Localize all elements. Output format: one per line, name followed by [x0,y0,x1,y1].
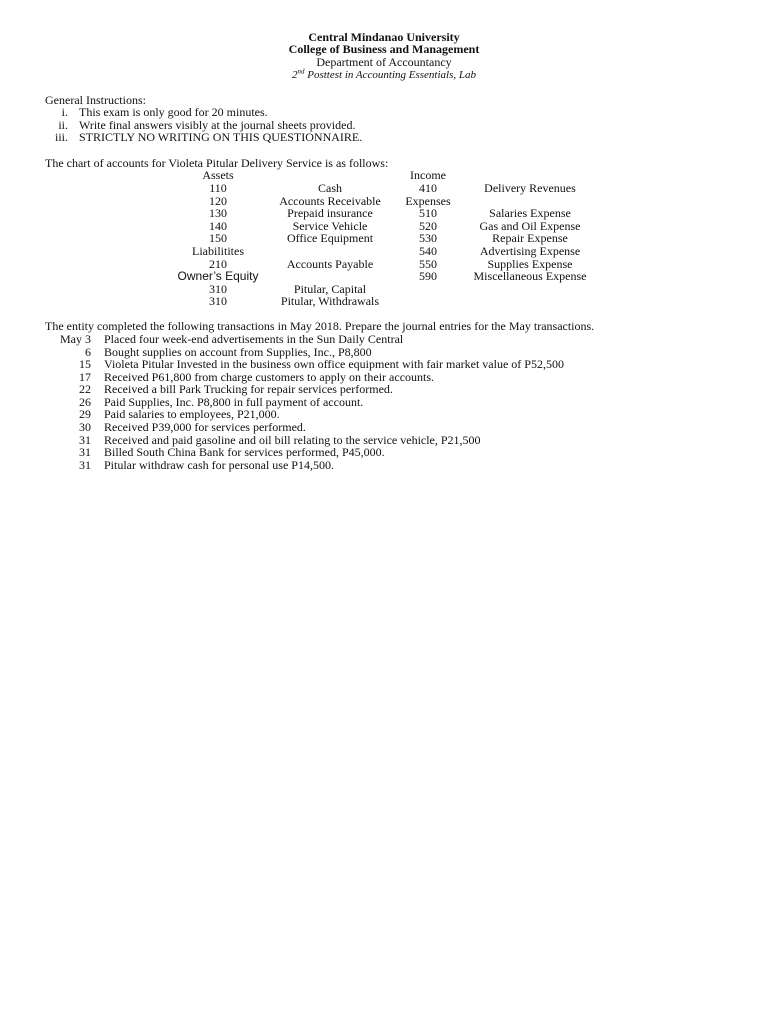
transaction-date: 29 [79,407,91,421]
department-name: Department of Accountancy [316,55,452,69]
income-heading: Income [410,168,446,182]
account-code: 510 [419,206,437,220]
transaction-date: 15 [79,357,91,371]
transaction-date: May 3 [60,332,91,346]
transaction-date: 17 [79,370,91,384]
transaction-date: 31 [79,458,91,472]
instruction-number: i. [61,105,68,119]
account-name: Prepaid insurance [287,206,373,220]
account-name: Cash [318,181,342,195]
instruction-text: This exam is only good for 20 minutes. [79,105,268,119]
exam-title-text: Posttest in Accounting Essentials, Lab [304,69,476,81]
account-name: Repair Expense [492,231,568,245]
account-name: Service Vehicle [292,219,368,233]
account-name: Supplies Expense [487,257,573,271]
college-name: College of Business and Management [288,42,480,56]
equity-heading: Owner’s Equity [177,269,259,283]
account-code: 520 [419,219,437,233]
account-name: Pitular, Capital [293,282,367,296]
transaction-text: Billed South China Bank for services performed, P45,000. [104,445,385,459]
chart-intro: The chart of accounts for Violeta Pitular Delivery Service is as follows: [45,156,389,170]
transaction-text: Received and paid gasoline and oil bill relating to the service vehicle, P21,500 [104,433,481,447]
instruction-number: ii. [58,118,68,132]
liabilities-heading: Liabilitites [192,244,244,258]
exam-number: 2 [291,69,298,81]
transaction-text: Paid salaries to employees, P21,000. [104,407,280,421]
account-code: 130 [209,206,227,220]
account-name: Delivery Revenues [484,181,576,195]
account-code: 110 [209,181,227,195]
expenses-heading: Expenses [405,194,451,208]
transaction-text: Bought supplies on account from Supplies, Inc., P8,800 [104,345,372,359]
account-code: 210 [209,257,227,271]
account-name: Salaries Expense [489,206,571,220]
account-code: 550 [419,257,437,271]
transaction-text: Received P39,000 for services performed. [104,420,306,434]
instruction-text: STRICTLY NO WRITING ON THIS QUESTIONNAIRE. [79,130,363,144]
transaction-date: 31 [79,445,91,459]
transaction-date: 6 [85,345,91,359]
instructions-title: General Instructions: [45,93,146,107]
exam-number-suffix: nd [297,67,305,76]
account-name: Miscellaneous Expense [473,269,587,283]
account-code: 310 [209,294,227,308]
transaction-text: Violeta Pitular Invested in the business own office equipment with fair market value of P52,500 [104,357,564,371]
transaction-text: Pitular withdraw cash for personal use P14,500. [104,458,334,472]
account-name: Accounts Receivable [279,194,381,208]
exam-title [0,69,768,82]
account-name: Pitular, Withdrawals [280,294,380,308]
transaction-date: 30 [79,420,91,434]
account-name: Office Equipment [286,231,374,245]
transaction-date: 31 [79,433,91,447]
account-code: 590 [419,269,437,283]
account-code: 410 [419,181,437,195]
account-code: 540 [419,244,437,258]
account-code: 530 [419,231,437,245]
account-code: 150 [209,231,227,245]
transactions-intro: The entity completed the following transactions in May 2018. Prepare the journal entries for the May transactions. [45,319,595,333]
transaction-text: Received P61,800 from charge customers to apply on their accounts. [104,370,435,384]
transaction-date: 26 [79,395,91,409]
account-code: 140 [209,219,227,233]
account-code: 310 [209,282,227,296]
account-name: Gas and Oil Expense [479,219,581,233]
instruction-number: iii. [54,130,68,144]
account-code: 120 [209,194,227,208]
transaction-text: Received a bill Park Trucking for repair services performed. [104,382,393,396]
university-name: Central Mindanao University [308,30,460,44]
instruction-text: Write final answers visibly at the journal sheets provided. [79,118,356,132]
account-name: Advertising Expense [479,244,581,258]
transaction-text: Paid Supplies, Inc. P8,800 in full payment of account. [104,395,364,409]
transaction-date: 22 [79,382,91,396]
transaction-text: Placed four week-end advertisements in the Sun Daily Central [104,332,404,346]
assets-heading: Assets [202,168,234,182]
account-name: Accounts Payable [286,257,374,271]
